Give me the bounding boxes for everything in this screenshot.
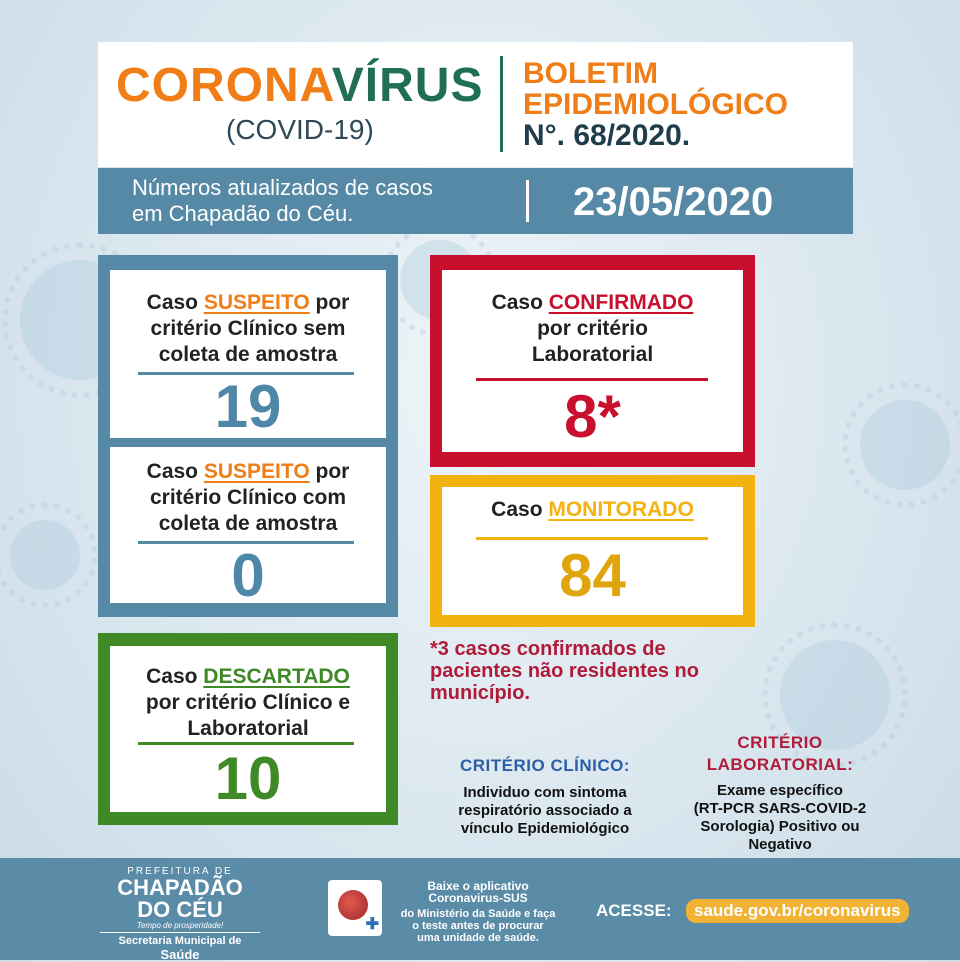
card-text-line2: por critério Clínico e — [145, 691, 351, 714]
logo-tagline: Tempo de prosperidade! — [136, 921, 224, 930]
date-bar-label-line2: em Chapadão do Céu. — [132, 201, 354, 226]
card-suspeito-com-coleta — [110, 447, 386, 609]
criterio-laboratorial-line2: (RT-PCR SARS-COVID-2 — [693, 800, 867, 817]
card-text-post: por — [309, 291, 350, 314]
criterio-clinico-line2: respiratório associado a — [458, 802, 632, 819]
virus-decoration — [860, 400, 950, 490]
criterio-laboratorial — [670, 732, 890, 854]
card-text-line3: Laboratorial — [187, 717, 309, 740]
card-text-pre: Caso — [491, 291, 549, 314]
criterio-clinico-title: CRITÉRIO CLÍNICO: — [460, 756, 630, 775]
header — [98, 42, 853, 167]
footer — [0, 858, 960, 960]
date-bar-label-line1: Números atualizados de casos — [132, 175, 433, 200]
boletim-title — [523, 58, 788, 151]
card-descartado — [110, 646, 386, 812]
virus-decoration — [10, 520, 80, 590]
card-text-line3: coleta de amostra — [158, 512, 338, 535]
header-divider — [500, 56, 503, 152]
boletim-line1: BOLETIM — [523, 57, 658, 90]
card-suspeito-sem-coleta — [110, 270, 386, 438]
logo-prefix: PREFEITURA DE — [127, 866, 233, 877]
footnote: *3 casos confirmados de pacientes não residentes no município. — [430, 638, 699, 704]
card-text — [110, 290, 386, 368]
card-text-pre: Caso — [491, 498, 549, 521]
card-rule — [476, 378, 708, 381]
main-title — [116, 58, 483, 113]
boletim-line2: EPIDEMIOLÓGICO — [523, 88, 789, 121]
criterio-laboratorial-title-line1: CRITÉRIO — [737, 733, 823, 752]
coronavirus-sus-app-icon — [328, 880, 382, 936]
title-corona: CORONA — [116, 59, 332, 112]
website-link[interactable]: saude.gov.br/coronavirus — [686, 899, 909, 923]
card-text-line3: coleta de amostra — [158, 343, 338, 366]
keyword-descartado: DESCARTADO — [203, 665, 350, 688]
logo-saude: Saúde — [160, 947, 200, 962]
boletim-number: N°. 68/2020. — [523, 119, 691, 152]
criterio-clinico-body — [430, 784, 660, 838]
card-text — [442, 290, 743, 368]
logo-secretaria: Secretaria Municipal de — [100, 932, 260, 947]
card-text — [110, 459, 386, 537]
keyword-suspeito: SUSPEITO — [203, 460, 310, 483]
virus-icon — [338, 890, 368, 920]
criterio-laboratorial-line3: Sorologia) Positivo ou — [700, 818, 860, 835]
card-text — [442, 497, 743, 523]
app-line1: Baixe o aplicativo — [427, 879, 529, 893]
criterio-laboratorial-line1: Exame específico — [717, 782, 843, 799]
criterio-laboratorial-line4: Negativo — [748, 836, 812, 853]
card-text-pre: Caso — [146, 665, 204, 688]
count-suspeito-com-coleta: 0 — [231, 542, 265, 609]
acesse-label: ACESSE: — [596, 901, 672, 920]
date-bar-divider — [526, 180, 529, 222]
card-monitorado — [442, 487, 743, 615]
app-line3: do Ministério da Saúde e faça — [400, 908, 556, 920]
card-text-line2: critério Clínico sem — [150, 317, 346, 340]
subtitle: (COVID-19) — [226, 114, 374, 145]
criterio-laboratorial-title-line2: LABORATORIAL: — [706, 755, 854, 774]
count-monitorado: 84 — [559, 542, 626, 609]
app-promo-text — [388, 880, 568, 944]
card-text-line3: Laboratorial — [531, 343, 654, 366]
keyword-monitorado: MONITORADO — [548, 498, 694, 521]
criterio-clinico-line3: vínculo Epidemiológico — [460, 820, 630, 837]
app-line2: Coronavirus-SUS — [428, 891, 528, 905]
criterio-laboratorial-body — [670, 782, 890, 854]
date-bar — [98, 168, 853, 234]
prefeitura-logo — [100, 866, 260, 962]
title-virus: VÍRUS — [331, 59, 484, 112]
app-line5: uma unidade de saúde. — [417, 932, 539, 944]
card-text — [110, 664, 386, 742]
keyword-confirmado: CONFIRMADO — [548, 291, 694, 314]
card-text-pre: Caso — [146, 291, 204, 314]
card-text-pre: Caso — [146, 460, 204, 483]
date-bar-label — [132, 175, 433, 227]
criterio-laboratorial-title — [670, 732, 890, 776]
bulletin-date: 23/05/2020 — [573, 180, 774, 224]
card-text-post: por — [309, 460, 350, 483]
count-suspeito-sem-coleta: 19 — [214, 373, 282, 440]
logo-name-line1: CHAPADÃO — [117, 875, 243, 900]
count-descartado: 10 — [214, 745, 282, 812]
app-line4: o teste antes de procurar — [412, 920, 544, 932]
card-text-line2: critério Clínico com — [149, 486, 347, 509]
keyword-suspeito: SUSPEITO — [203, 291, 310, 314]
criterio-clinico — [430, 756, 660, 838]
criterio-clinico-line1: Individuo com sintoma — [463, 784, 627, 801]
card-confirmado — [442, 270, 743, 452]
card-rule — [476, 537, 708, 540]
card-text-line2: por critério — [537, 317, 648, 340]
logo-name-line2: DO CÉU — [137, 897, 223, 922]
count-confirmado: 8* — [564, 383, 621, 450]
plus-icon: ✚ — [365, 916, 379, 933]
